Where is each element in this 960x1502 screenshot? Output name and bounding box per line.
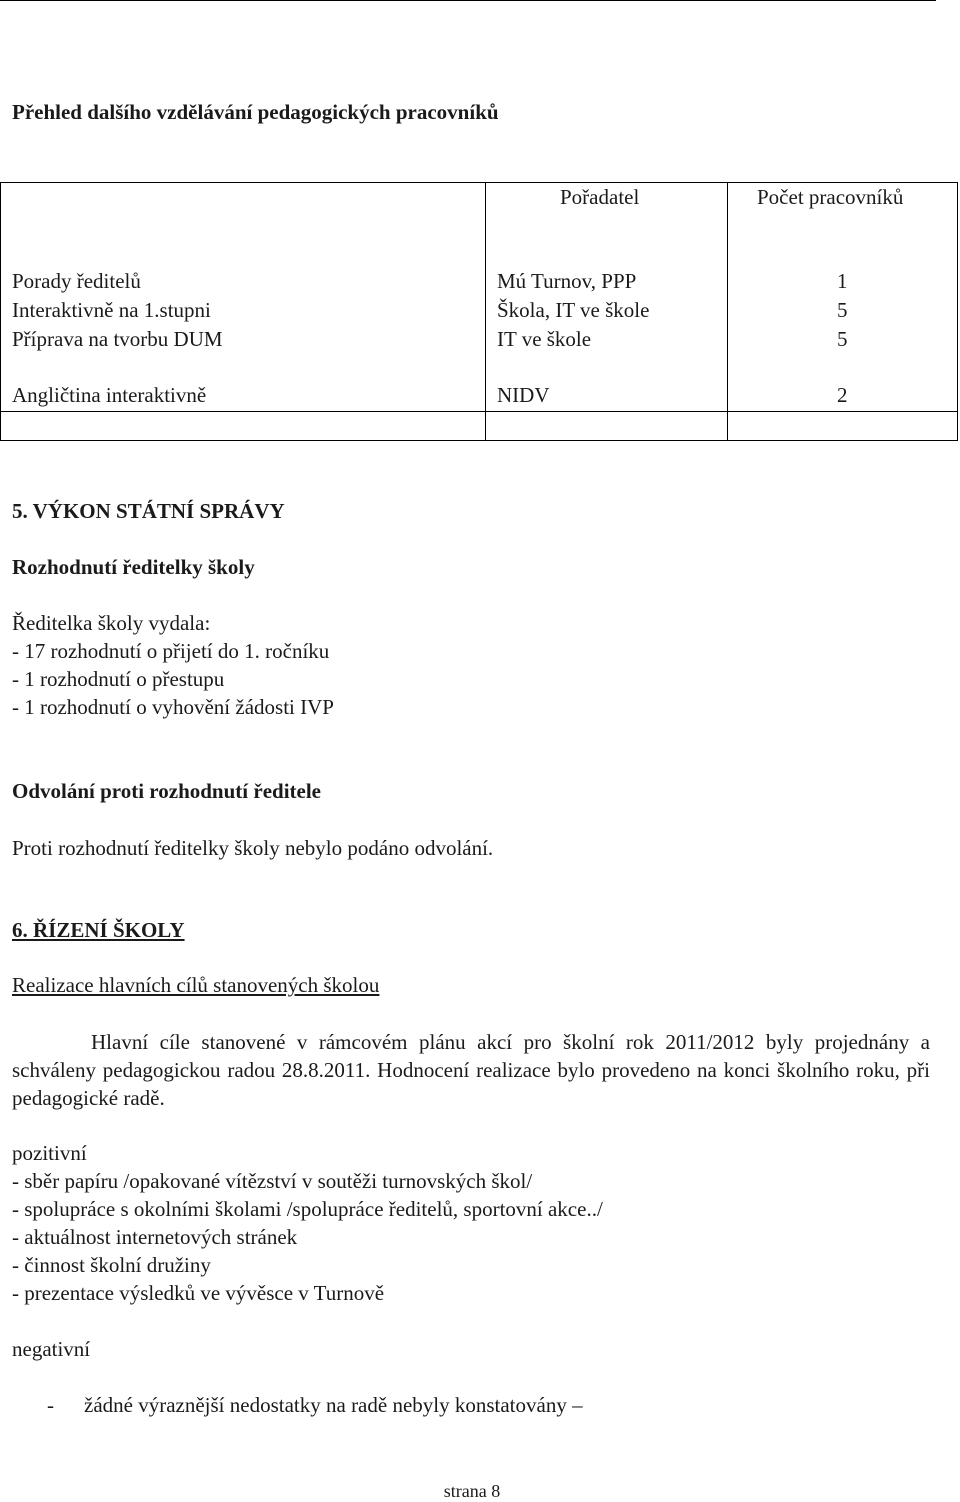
table-row-divider (0, 411, 958, 412)
decisions-intro: Ředitelka školy vydala: (12, 611, 211, 635)
table-cell-course: Angličtina interaktivně (12, 383, 207, 407)
decisions-heading: Rozhodnutí ředitelky školy (12, 555, 255, 579)
table-cell-course: Interaktivně na 1.stupni (12, 298, 211, 322)
table-cell-count: 5 (837, 327, 848, 351)
table-border-top (0, 182, 958, 183)
decision-item: - 1 rozhodnutí o vyhovění žádosti IVP (12, 695, 334, 719)
table-border-left (0, 182, 1, 440)
table-header-organizer: Pořadatel (560, 185, 640, 209)
positive-item: - sběr papíru /opakované vítězství v soutěži turnovských škol/ (12, 1169, 533, 1193)
section-5-title: 5. VÝKON STÁTNÍ SPRÁVY (12, 499, 285, 523)
table-cell-organizer: Mú Turnov, PPP (497, 269, 637, 293)
negative-item: žádné výraznější nedostatky na radě nebyly konstatovány – (84, 1393, 583, 1417)
table-border-right (957, 182, 958, 440)
decision-item: - 1 rozhodnutí o přestupu (12, 667, 225, 691)
table-border-bottom (0, 440, 958, 441)
negative-label: negativní (12, 1337, 91, 1361)
decision-item: - 17 rozhodnutí o přijetí do 1. ročníku (12, 639, 330, 663)
table-cell-count: 2 (837, 383, 848, 407)
appeals-heading: Odvolání proti rozhodnutí ředitele (12, 779, 321, 803)
section-6-title: 6. ŘÍZENÍ ŠKOLY (12, 918, 185, 942)
goals-paragraph (12, 1028, 930, 1112)
top-rule (0, 0, 936, 1)
goals-paragraph-text: Hlavní cíle stanovené v rámcovém plánu akcí pro školní rok 2011/2012 byly projednány a schváleny pedagogickou radou 28.8.2011. Hodnocení realizace bylo provedeno na konci školního roku, při pedagogické radě. (12, 1030, 930, 1110)
table-cell-count: 1 (837, 269, 848, 293)
table-column-divider (485, 182, 486, 440)
table-cell-course: Příprava na tvorbu DUM (12, 327, 223, 351)
table-header-staff-count: Počet pracovníků (757, 185, 904, 209)
table-column-divider (727, 182, 728, 440)
appeals-text: Proti rozhodnutí ředitelky školy nebylo podáno odvolání. (12, 836, 494, 860)
table-cell-organizer: NIDV (497, 383, 550, 407)
page-number: strana 8 (443, 1481, 501, 1501)
table-cell-organizer: IT ve škole (497, 327, 592, 351)
goals-heading: Realizace hlavních cílů stanovených školou (12, 973, 380, 997)
page-heading: Přehled dalšího vzdělávání pedagogických pracovníků (12, 100, 499, 124)
positive-item: - prezentace výsledků ve vývěsce v Turnově (12, 1281, 385, 1305)
positive-item: - aktuálnost internetových stránek (12, 1225, 298, 1249)
positive-label: pozitivní (12, 1141, 87, 1165)
table-cell-course: Porady ředitelů (12, 269, 141, 293)
positive-item: - spolupráce s okolními školami /spolupráce ředitelů, sportovní akce../ (12, 1197, 603, 1221)
table-cell-count: 5 (837, 298, 848, 322)
positive-item: - činnost školní družiny (12, 1253, 211, 1277)
negative-item-dash: - (47, 1393, 54, 1417)
training-table (0, 182, 958, 440)
table-cell-organizer: Škola, IT ve škole (497, 298, 650, 322)
